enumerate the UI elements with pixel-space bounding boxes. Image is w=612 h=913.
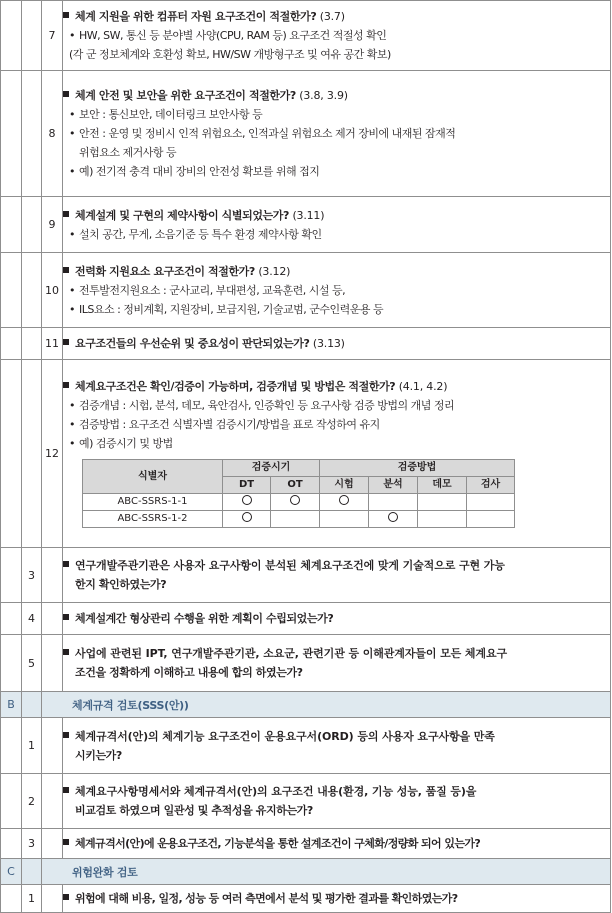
table-row xyxy=(1,718,611,774)
mark-cell xyxy=(467,510,515,527)
checklist-question-continuation: 비교검토 하였으며 일관성 및 추적성을 유지하는가? xyxy=(75,804,313,817)
square-bullet-icon xyxy=(63,382,69,388)
square-bullet-icon xyxy=(63,339,69,345)
checklist-question-continuation: 조건을 정확하게 이해하고 내용에 합의 하였는가? xyxy=(75,666,303,679)
column-header: 데모 xyxy=(418,476,467,493)
table-row xyxy=(1,603,611,635)
mark-cell xyxy=(271,510,320,527)
list-item: • 설치 공간, 무게, 소음기준 등 특수 환경 제약사항 확인 xyxy=(69,227,322,241)
mark-cell xyxy=(271,493,320,510)
list-item: • 보안 : 통신보안, 데이터링크 보안사항 등 xyxy=(69,108,263,121)
section-letter: B xyxy=(1,692,22,718)
checklist-question: 연구개발주관기관은 사용자 요구사항이 분석된 체계요구조건에 맞게 기술적으로 구현 가능 xyxy=(63,556,610,575)
section-title: 위험완화 검토 xyxy=(42,859,611,885)
section-header-row xyxy=(1,692,611,718)
square-bullet-icon xyxy=(63,267,69,273)
section-reference: (3.12) xyxy=(258,264,291,278)
section-reference: (4.1, 4.2) xyxy=(398,379,448,393)
list-item: • HW, SW, 통신 등 분야별 사양(CPU, RAM 등) 요구조건 적절성 확인 xyxy=(69,29,387,42)
verification-table xyxy=(82,459,515,528)
circle-mark-icon xyxy=(388,512,398,522)
row-content xyxy=(63,71,611,197)
row-content xyxy=(63,197,611,253)
table-row xyxy=(1,548,611,603)
column-header: OT xyxy=(271,476,320,493)
square-bullet-icon xyxy=(63,649,69,655)
square-bullet-icon xyxy=(63,614,69,620)
list-item: • 안전 : 운영 및 정비시 인적 위험요소, 인적과실 위험요소 제거 장비에 내재된 잠재적 xyxy=(69,127,456,140)
row-number: 1 xyxy=(22,885,42,913)
section-reference: (3.8, 3.9) xyxy=(299,89,348,102)
checklist-question: 체계 지원을 위한 컴퓨터 자원 요구조건이 적절한가? (3.7) xyxy=(63,7,610,26)
row-content xyxy=(63,885,611,913)
row-content xyxy=(63,548,611,603)
square-bullet-icon xyxy=(63,12,69,18)
table-row xyxy=(1,829,611,859)
square-bullet-icon xyxy=(63,732,69,738)
list-item: • 검증방법 : 요구조건 식별자별 검증시기/방법을 표로 작성하여 유지 xyxy=(69,417,380,431)
checklist-question: 체계요구조건은 확인/검증이 가능하며, 검증개념 및 방법은 적절한가? (4.1, 4.2) xyxy=(63,377,610,396)
row-number: 3 xyxy=(22,548,42,603)
row-number: 8 xyxy=(42,71,63,197)
row-number: 4 xyxy=(22,603,42,635)
checklist-question: 체계설계 및 구현의 제약사항이 식별되었는가? (3.11) xyxy=(63,206,610,225)
column-header: 분석 xyxy=(369,476,418,493)
list-item: • 전투발전지원요소 : 군사교리, 부대편성, 교육훈련, 시설 등, xyxy=(69,283,346,297)
verification-method-header: 검증방법 xyxy=(320,459,515,476)
column-header: 시험 xyxy=(320,476,369,493)
row-number: 7 xyxy=(42,1,63,71)
list-item: • 검증개념 : 시험, 분석, 데모, 육안검사, 인증확인 등 요구사항 검증 방법의 개념 정리 xyxy=(69,398,455,412)
row-content xyxy=(63,360,611,548)
table-row xyxy=(1,197,611,253)
list-item-note: (각 군 정보체계와 호환성 확보, HW/SW 개방형구조 및 여유 공간 확보) xyxy=(69,48,391,61)
row-content xyxy=(63,718,611,774)
square-bullet-icon xyxy=(63,211,69,217)
table-row xyxy=(1,360,611,548)
column-header: 검사 xyxy=(467,476,515,493)
table-row xyxy=(1,774,611,829)
table-row xyxy=(1,1,611,71)
mark-cell xyxy=(467,493,515,510)
square-bullet-icon xyxy=(63,894,69,900)
mark-cell xyxy=(418,493,467,510)
row-number: 2 xyxy=(22,774,42,829)
checklist-question: 위험에 대해 비용, 일정, 성능 등 여러 측면에서 분석 및 평가한 결과를 확인하였는가? xyxy=(63,889,610,908)
circle-mark-icon xyxy=(290,495,300,505)
square-bullet-icon xyxy=(63,561,69,567)
checklist-question: 전력화 지원요소 요구조건이 적절한가? (3.12) xyxy=(63,262,610,281)
row-number: 12 xyxy=(42,360,63,548)
checklist-question: 체계규격서(안)에 운용요구조건, 기능분석을 통한 설계조건이 구체화/정량화 되어 있는가? xyxy=(63,834,610,853)
row-content xyxy=(63,774,611,829)
square-bullet-icon xyxy=(63,91,69,97)
list-item: • ILS요소 : 정비계획, 지원장비, 보급지원, 기술교범, 군수인력운용 등 xyxy=(69,302,384,316)
list-item: • 예) 검증시기 및 방법 xyxy=(69,436,173,450)
row-content xyxy=(63,829,611,859)
row-number: 5 xyxy=(22,635,42,692)
mark-cell xyxy=(418,510,467,527)
section-title: 체계규격 검토(SSS(안)) xyxy=(42,692,611,718)
mark-cell xyxy=(320,493,369,510)
row-number: 11 xyxy=(42,328,63,360)
checklist-question: 체계설계간 형상관리 수행을 위한 계획이 수립되었는가? xyxy=(63,609,610,628)
row-content xyxy=(63,328,611,360)
checklist-question: 체계규격서(안)의 체계기능 요구조건이 운용요구서(ORD) 등의 사용자 요구사항을 만족 xyxy=(63,727,610,746)
circle-mark-icon xyxy=(242,495,252,505)
identifier-cell: ABC-SSRS-1-2 xyxy=(83,510,223,527)
mark-cell xyxy=(369,510,418,527)
section-letter: C xyxy=(1,859,22,885)
row-content xyxy=(63,253,611,328)
section-reference: (3.11) xyxy=(292,208,325,222)
identifier-header: 식별자 xyxy=(83,459,223,493)
checklist-question: 체계요구사항명세서와 체계규격서(안)의 요구조건 내용(환경, 기능 성능, 품질 등)을 xyxy=(63,782,610,801)
table-row xyxy=(1,635,611,692)
row-number: 10 xyxy=(42,253,63,328)
table-row xyxy=(1,253,611,328)
table-row xyxy=(1,71,611,197)
row-content xyxy=(63,1,611,71)
verification-row xyxy=(83,493,515,510)
section-header-row xyxy=(1,859,611,885)
checklist-question: 요구조건들의 우선순위 및 중요성이 판단되었는가? (3.13) xyxy=(63,334,610,353)
row-content xyxy=(63,603,611,635)
circle-mark-icon xyxy=(242,512,252,522)
verification-header-row xyxy=(83,459,515,476)
section-reference: (3.13) xyxy=(312,337,345,350)
verification-row xyxy=(83,510,515,527)
list-item-continuation: 위험요소 제거사항 등 xyxy=(79,146,177,159)
row-number: 3 xyxy=(22,829,42,859)
mark-cell xyxy=(320,510,369,527)
list-item: • 예) 전기적 충격 대비 장비의 안전성 확보를 위해 접지 xyxy=(69,165,320,178)
square-bullet-icon xyxy=(63,787,69,793)
table-row xyxy=(1,885,611,913)
square-bullet-icon xyxy=(63,839,69,845)
identifier-cell: ABC-SSRS-1-1 xyxy=(83,493,223,510)
circle-mark-icon xyxy=(339,495,349,505)
column-header: DT xyxy=(223,476,271,493)
section-reference: (3.7) xyxy=(319,10,345,23)
row-content xyxy=(63,635,611,692)
mark-cell xyxy=(223,510,271,527)
checklist-question-continuation: 한지 확인하였는가? xyxy=(75,578,167,591)
table-row xyxy=(1,328,611,360)
row-number: 9 xyxy=(42,197,63,253)
checklist-question: 체계 안전 및 보안을 위한 요구조건이 적절한가? (3.8, 3.9) xyxy=(63,86,610,105)
checklist-question-continuation: 시키는가? xyxy=(75,748,122,762)
verification-timing-header: 검증시기 xyxy=(223,459,320,476)
mark-cell xyxy=(369,493,418,510)
checklist-question: 사업에 관련된 IPT, 연구개발주관기관, 소요군, 관련기관 등 이해관계자들이 모든 체계요구 xyxy=(63,644,610,663)
mark-cell xyxy=(223,493,271,510)
row-number: 1 xyxy=(22,718,42,774)
